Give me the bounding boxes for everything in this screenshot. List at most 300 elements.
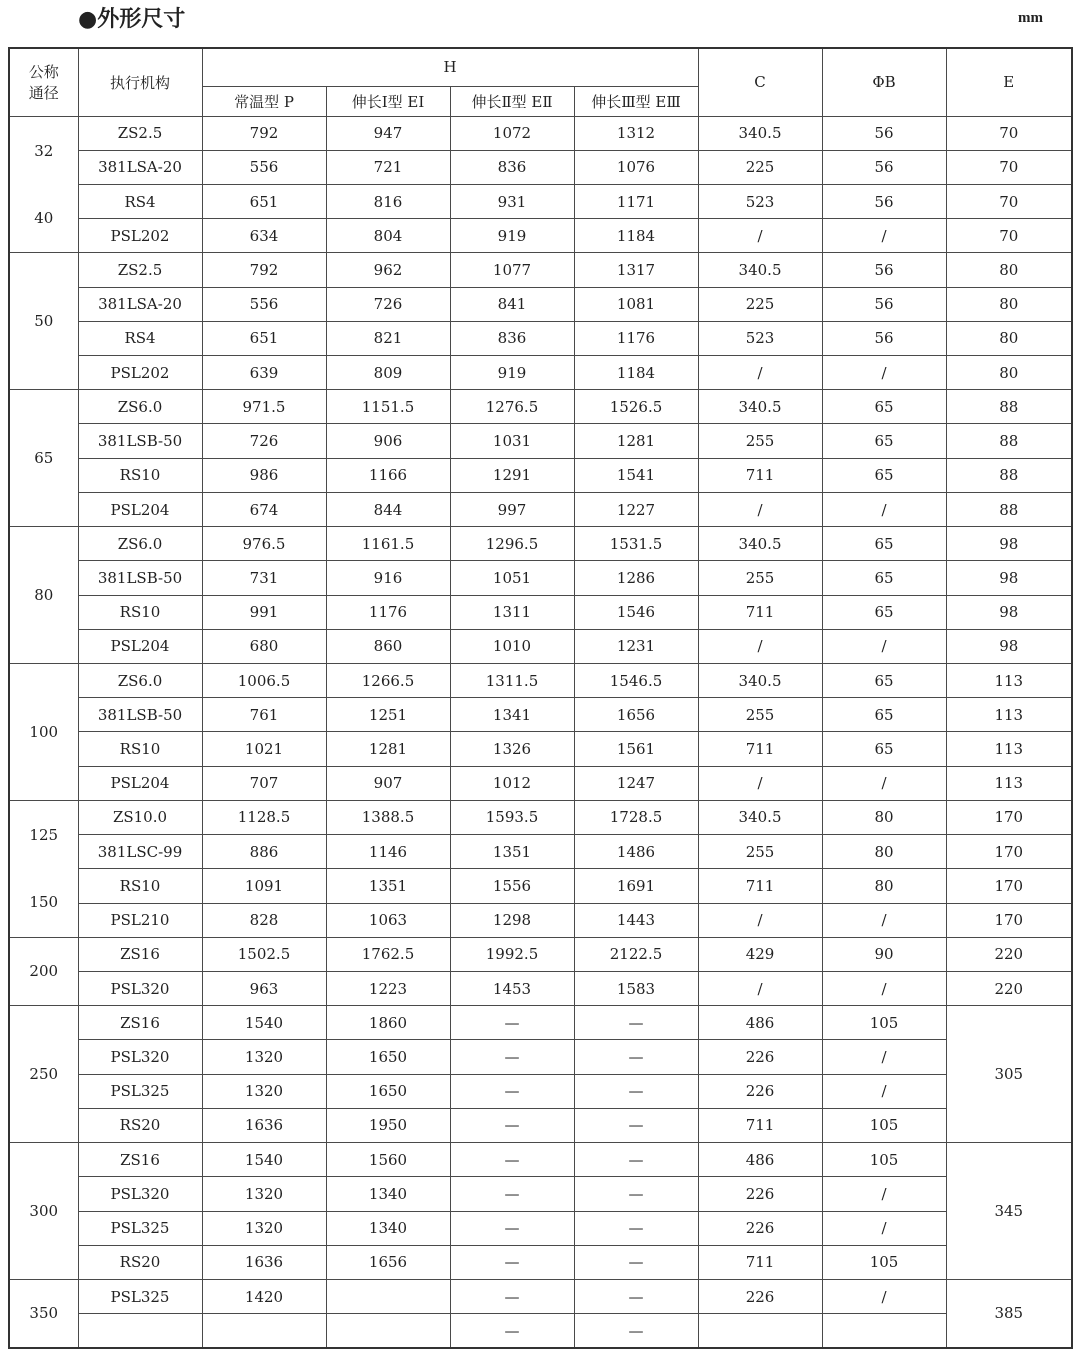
dn-cell — [9, 527, 78, 664]
e1-cell: 1860 — [326, 1006, 450, 1040]
e2-cell: 1051 — [450, 561, 574, 595]
c-cell: / — [698, 766, 822, 800]
p-cell: 828 — [202, 903, 326, 937]
e3-cell: — — [574, 1143, 698, 1177]
e1-cell: 821 — [326, 321, 450, 355]
header-h-e1: 伸长Ⅰ型 EⅠ — [326, 86, 450, 116]
c-cell: 711 — [698, 869, 822, 903]
dn-cell — [9, 1006, 78, 1143]
actuator-cell: PSL320 — [78, 1177, 202, 1211]
e1-cell: 1950 — [326, 1108, 450, 1142]
c-cell: / — [698, 219, 822, 253]
actuator-cell: ZS10.0 — [78, 800, 202, 834]
e1-cell: 1560 — [326, 1143, 450, 1177]
c-cell: 711 — [698, 595, 822, 629]
c-cell: 226 — [698, 1177, 822, 1211]
b-cell: 56 — [822, 253, 946, 287]
e-cell: 70 — [946, 184, 1072, 218]
actuator-cell: PSL202 — [78, 219, 202, 253]
c-cell: 486 — [698, 1143, 822, 1177]
p-cell: 726 — [202, 424, 326, 458]
table-row — [9, 903, 1072, 937]
actuator-cell: ZS2.5 — [78, 253, 202, 287]
e-cell: 98 — [946, 595, 1072, 629]
p-cell: 991 — [202, 595, 326, 629]
unit-label: mm — [1018, 10, 1043, 26]
table-row — [9, 800, 1072, 834]
actuator-cell: RS20 — [78, 1108, 202, 1142]
c-cell: / — [698, 492, 822, 526]
e3-cell: 1317 — [574, 253, 698, 287]
b-cell: 80 — [822, 835, 946, 869]
p-cell: 971.5 — [202, 390, 326, 424]
b-cell: / — [822, 1211, 946, 1245]
actuator-cell: RS10 — [78, 869, 202, 903]
e1-cell: 1266.5 — [326, 664, 450, 698]
e3-cell: 1281 — [574, 424, 698, 458]
e3-cell: 1171 — [574, 184, 698, 218]
e2-cell: 1453 — [450, 971, 574, 1005]
table-row — [9, 561, 1072, 595]
dn-cell — [9, 116, 78, 253]
e1-cell: 1176 — [326, 595, 450, 629]
dn-value: 350 — [29, 1304, 59, 1323]
e-cell: 385 — [946, 1279, 1072, 1348]
table-row — [9, 1314, 1072, 1348]
p-cell: 1021 — [202, 732, 326, 766]
p-cell: 792 — [202, 116, 326, 150]
table-row — [9, 1074, 1072, 1108]
c-cell: 226 — [698, 1279, 822, 1313]
p-cell: 556 — [202, 287, 326, 321]
actuator-cell: ZS6.0 — [78, 664, 202, 698]
e3-cell: — — [574, 1006, 698, 1040]
c-cell: 255 — [698, 424, 822, 458]
e2-cell: 1311 — [450, 595, 574, 629]
c-cell: / — [698, 971, 822, 1005]
table-row — [9, 937, 1072, 971]
e-cell: 70 — [946, 116, 1072, 150]
e-cell: 88 — [946, 424, 1072, 458]
dimensions-table — [8, 47, 1073, 1349]
c-cell: 711 — [698, 1245, 822, 1279]
e3-cell: 1691 — [574, 869, 698, 903]
e3-cell: 1443 — [574, 903, 698, 937]
actuator-cell: 381LSA-20 — [78, 287, 202, 321]
p-cell: 792 — [202, 253, 326, 287]
e1-cell: 1762.5 — [326, 937, 450, 971]
e1-cell: 1151.5 — [326, 390, 450, 424]
actuator-cell: ZS6.0 — [78, 527, 202, 561]
b-cell: / — [822, 1040, 946, 1074]
e3-cell: 1656 — [574, 698, 698, 732]
e1-cell: 1161.5 — [326, 527, 450, 561]
e2-cell: 1010 — [450, 629, 574, 663]
table-row — [9, 732, 1072, 766]
e1-cell: 804 — [326, 219, 450, 253]
c-cell: / — [698, 903, 822, 937]
c-cell — [698, 1314, 822, 1348]
actuator-cell: 381LSC-99 — [78, 835, 202, 869]
e-cell: 113 — [946, 732, 1072, 766]
p-cell: 1540 — [202, 1143, 326, 1177]
e2-cell: 1276.5 — [450, 390, 574, 424]
e-cell: 170 — [946, 835, 1072, 869]
e1-cell: 816 — [326, 184, 450, 218]
e-cell: 170 — [946, 800, 1072, 834]
e1-cell: 947 — [326, 116, 450, 150]
b-cell: / — [822, 971, 946, 1005]
c-cell: 340.5 — [698, 253, 822, 287]
table-row — [9, 1177, 1072, 1211]
e1-cell: 809 — [326, 356, 450, 390]
actuator-cell — [78, 1314, 202, 1348]
e3-cell: 1227 — [574, 492, 698, 526]
c-cell: 340.5 — [698, 527, 822, 561]
e2-cell: — — [450, 1006, 574, 1040]
e2-cell: — — [450, 1245, 574, 1279]
b-cell: 56 — [822, 321, 946, 355]
p-cell: 1320 — [202, 1177, 326, 1211]
e1-cell: 1251 — [326, 698, 450, 732]
table-row — [9, 766, 1072, 800]
e1-cell: 916 — [326, 561, 450, 595]
e-cell: 170 — [946, 903, 1072, 937]
b-cell: 65 — [822, 664, 946, 698]
e2-cell: — — [450, 1143, 574, 1177]
table-row — [9, 869, 1072, 903]
e-cell: 98 — [946, 629, 1072, 663]
b-cell: 65 — [822, 458, 946, 492]
e1-cell: 1223 — [326, 971, 450, 1005]
e1-cell: 721 — [326, 150, 450, 184]
e-cell: 345 — [946, 1143, 1072, 1280]
b-cell: 105 — [822, 1108, 946, 1142]
actuator-cell: PSL325 — [78, 1211, 202, 1245]
dn-cell — [9, 390, 78, 527]
e3-cell: 1184 — [574, 219, 698, 253]
table-row — [9, 1143, 1072, 1177]
p-cell: 1091 — [202, 869, 326, 903]
b-cell: / — [822, 356, 946, 390]
e3-cell: 1081 — [574, 287, 698, 321]
b-cell: 65 — [822, 527, 946, 561]
table-row — [9, 629, 1072, 663]
actuator-cell: ZS2.5 — [78, 116, 202, 150]
dn-value: 50 — [34, 312, 54, 331]
e-cell: 80 — [946, 253, 1072, 287]
b-cell: / — [822, 1074, 946, 1108]
dn-value: 40 — [34, 209, 54, 228]
dn-value: 100 — [29, 722, 59, 741]
table-row — [9, 492, 1072, 526]
actuator-cell: PSL320 — [78, 971, 202, 1005]
header-e: E — [946, 48, 1072, 116]
c-cell: 226 — [698, 1040, 822, 1074]
p-cell: 1540 — [202, 1006, 326, 1040]
actuator-cell: RS4 — [78, 321, 202, 355]
e1-cell: 1166 — [326, 458, 450, 492]
table-row — [9, 835, 1072, 869]
table-row — [9, 1040, 1072, 1074]
section-title: ●外形尺寸 — [78, 7, 186, 32]
dn-cell — [9, 253, 78, 390]
table-row — [9, 1211, 1072, 1245]
table-row — [9, 595, 1072, 629]
e2-cell: 1291 — [450, 458, 574, 492]
e2-cell: — — [450, 1108, 574, 1142]
dn-value: 125 — [29, 826, 59, 845]
e1-cell: 1340 — [326, 1211, 450, 1245]
dn-cell — [9, 1279, 78, 1348]
b-cell: / — [822, 492, 946, 526]
e1-cell: 726 — [326, 287, 450, 321]
e3-cell: — — [574, 1245, 698, 1279]
e2-cell: 1341 — [450, 698, 574, 732]
p-cell: 731 — [202, 561, 326, 595]
e1-cell: 906 — [326, 424, 450, 458]
b-cell: 105 — [822, 1143, 946, 1177]
e1-cell: 907 — [326, 766, 450, 800]
e1-cell: 1388.5 — [326, 800, 450, 834]
p-cell: 1636 — [202, 1245, 326, 1279]
actuator-cell: 381LSA-20 — [78, 150, 202, 184]
c-cell: 523 — [698, 184, 822, 218]
e3-cell: 1486 — [574, 835, 698, 869]
dn-value: 32 — [34, 141, 54, 160]
e2-cell: — — [450, 1040, 574, 1074]
table-row — [9, 698, 1072, 732]
e2-cell: 841 — [450, 287, 574, 321]
e-cell: 220 — [946, 937, 1072, 971]
table-row — [9, 458, 1072, 492]
b-cell: / — [822, 766, 946, 800]
dn-cell — [9, 800, 78, 937]
e-cell: 88 — [946, 390, 1072, 424]
dn-cell — [9, 937, 78, 1005]
actuator-cell: ZS16 — [78, 1143, 202, 1177]
e1-cell: 1650 — [326, 1074, 450, 1108]
e3-cell: — — [574, 1108, 698, 1142]
e1-cell: 1351 — [326, 869, 450, 903]
c-cell: 225 — [698, 150, 822, 184]
p-cell: 556 — [202, 150, 326, 184]
c-cell: / — [698, 356, 822, 390]
c-cell: 340.5 — [698, 116, 822, 150]
e1-cell: 1281 — [326, 732, 450, 766]
b-cell: 105 — [822, 1006, 946, 1040]
e3-cell: 1076 — [574, 150, 698, 184]
c-cell: 340.5 — [698, 664, 822, 698]
actuator-cell: ZS16 — [78, 1006, 202, 1040]
table-row — [9, 184, 1072, 218]
e2-cell: 836 — [450, 150, 574, 184]
table-row — [9, 1108, 1072, 1142]
e1-cell — [326, 1279, 450, 1313]
table-row — [9, 219, 1072, 253]
e-cell: 113 — [946, 766, 1072, 800]
b-cell: 56 — [822, 116, 946, 150]
b-cell: / — [822, 1279, 946, 1313]
e1-cell: 1146 — [326, 835, 450, 869]
e3-cell: — — [574, 1314, 698, 1348]
actuator-cell: PSL320 — [78, 1040, 202, 1074]
e2-cell: 919 — [450, 356, 574, 390]
actuator-cell: RS10 — [78, 732, 202, 766]
c-cell: 340.5 — [698, 800, 822, 834]
e2-cell: — — [450, 1279, 574, 1313]
b-cell: 65 — [822, 561, 946, 595]
table-row — [9, 1245, 1072, 1279]
e2-cell: 1311.5 — [450, 664, 574, 698]
c-cell: 255 — [698, 698, 822, 732]
e1-cell: 1650 — [326, 1040, 450, 1074]
b-cell: 90 — [822, 937, 946, 971]
dn-value: 65 — [34, 449, 54, 468]
e-cell: 70 — [946, 219, 1072, 253]
e3-cell: — — [574, 1074, 698, 1108]
e3-cell: 1531.5 — [574, 527, 698, 561]
actuator-cell: RS20 — [78, 1245, 202, 1279]
e3-cell: 1526.5 — [574, 390, 698, 424]
table-row — [9, 287, 1072, 321]
actuator-cell: PSL325 — [78, 1074, 202, 1108]
actuator-cell: RS10 — [78, 458, 202, 492]
e3-cell: 1546.5 — [574, 664, 698, 698]
b-cell: 65 — [822, 698, 946, 732]
header-dn — [9, 48, 78, 116]
e2-cell: 1012 — [450, 766, 574, 800]
e3-cell: — — [574, 1040, 698, 1074]
e3-cell: — — [574, 1177, 698, 1211]
e-cell: 98 — [946, 561, 1072, 595]
c-cell: / — [698, 629, 822, 663]
actuator-cell: PSL325 — [78, 1279, 202, 1313]
e-cell: 113 — [946, 698, 1072, 732]
b-cell: / — [822, 1177, 946, 1211]
e2-cell: 1593.5 — [450, 800, 574, 834]
e3-cell: 1176 — [574, 321, 698, 355]
actuator-cell: RS4 — [78, 184, 202, 218]
table-body — [9, 116, 1072, 1348]
e1-cell: 1656 — [326, 1245, 450, 1279]
dn-value: 80 — [34, 586, 54, 605]
e2-cell: 1351 — [450, 835, 574, 869]
e-cell: 170 — [946, 869, 1072, 903]
table-row — [9, 253, 1072, 287]
b-cell: 80 — [822, 800, 946, 834]
e-cell: 220 — [946, 971, 1072, 1005]
e2-cell: 1326 — [450, 732, 574, 766]
b-cell: 80 — [822, 869, 946, 903]
header-h-e3: 伸长Ⅲ型 EⅢ — [574, 86, 698, 116]
actuator-cell: PSL210 — [78, 903, 202, 937]
c-cell: 429 — [698, 937, 822, 971]
e3-cell: 1541 — [574, 458, 698, 492]
table-row — [9, 116, 1072, 150]
header-dn-line1: 公称 — [28, 63, 59, 82]
actuator-cell: ZS6.0 — [78, 390, 202, 424]
b-cell: 65 — [822, 424, 946, 458]
b-cell: 56 — [822, 184, 946, 218]
b-cell: 65 — [822, 595, 946, 629]
table-row — [9, 150, 1072, 184]
b-cell: / — [822, 629, 946, 663]
p-cell: 761 — [202, 698, 326, 732]
table-row — [9, 971, 1072, 1005]
e2-cell: 1296.5 — [450, 527, 574, 561]
e3-cell: — — [574, 1279, 698, 1313]
actuator-cell: PSL204 — [78, 492, 202, 526]
e-cell: 80 — [946, 356, 1072, 390]
e1-cell: 844 — [326, 492, 450, 526]
e-cell: 80 — [946, 321, 1072, 355]
e2-cell: 1992.5 — [450, 937, 574, 971]
e2-cell: 1031 — [450, 424, 574, 458]
e3-cell: 1583 — [574, 971, 698, 1005]
dn-value: 300 — [29, 1201, 59, 1220]
b-cell: / — [822, 219, 946, 253]
e-cell: 305 — [946, 1006, 1072, 1143]
p-cell: 886 — [202, 835, 326, 869]
p-cell — [202, 1314, 326, 1348]
p-cell: 680 — [202, 629, 326, 663]
b-cell: 105 — [822, 1245, 946, 1279]
header-dn-line2: 通径 — [28, 84, 59, 103]
c-cell: 226 — [698, 1074, 822, 1108]
p-cell: 976.5 — [202, 527, 326, 561]
p-cell: 651 — [202, 184, 326, 218]
p-cell: 634 — [202, 219, 326, 253]
p-cell: 1320 — [202, 1074, 326, 1108]
c-cell: 226 — [698, 1211, 822, 1245]
e1-cell: 1340 — [326, 1177, 450, 1211]
p-cell: 1006.5 — [202, 664, 326, 698]
p-cell: 1420 — [202, 1279, 326, 1313]
table-row — [9, 1006, 1072, 1040]
actuator-cell: RS10 — [78, 595, 202, 629]
c-cell: 711 — [698, 732, 822, 766]
e3-cell: 1231 — [574, 629, 698, 663]
b-cell: 65 — [822, 732, 946, 766]
e2-cell: — — [450, 1074, 574, 1108]
e2-cell: 836 — [450, 321, 574, 355]
e2-cell: 931 — [450, 184, 574, 218]
table-row — [9, 664, 1072, 698]
e1-cell: 860 — [326, 629, 450, 663]
c-cell: 523 — [698, 321, 822, 355]
table-row — [9, 390, 1072, 424]
c-cell: 711 — [698, 458, 822, 492]
header-h-e2: 伸长Ⅱ型 EⅡ — [450, 86, 574, 116]
b-cell: / — [822, 903, 946, 937]
c-cell: 340.5 — [698, 390, 822, 424]
header-c: C — [698, 48, 822, 116]
p-cell: 1128.5 — [202, 800, 326, 834]
e-cell: 98 — [946, 527, 1072, 561]
actuator-cell: PSL202 — [78, 356, 202, 390]
e2-cell: 1298 — [450, 903, 574, 937]
e3-cell: 1728.5 — [574, 800, 698, 834]
header-phib: ΦB — [822, 48, 946, 116]
e-cell: 80 — [946, 287, 1072, 321]
actuator-cell: PSL204 — [78, 629, 202, 663]
dn-value: 250 — [29, 1065, 59, 1084]
actuator-cell: 381LSB-50 — [78, 561, 202, 595]
p-cell: 1320 — [202, 1040, 326, 1074]
e3-cell: — — [574, 1211, 698, 1245]
e2-cell: — — [450, 1314, 574, 1348]
